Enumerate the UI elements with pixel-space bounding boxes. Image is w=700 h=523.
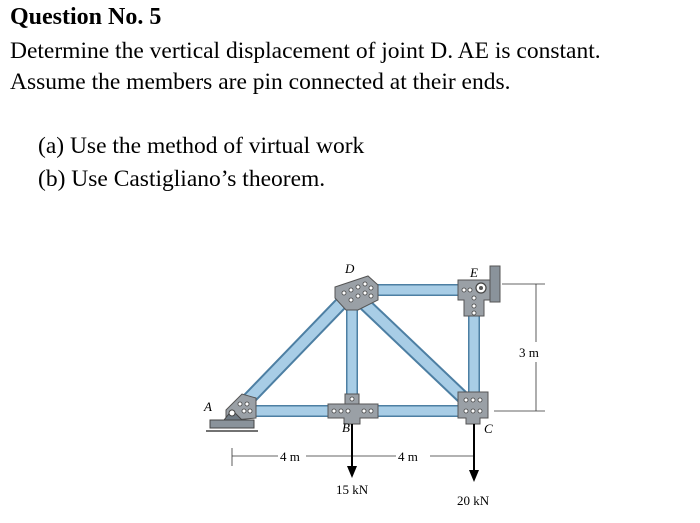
joint-label-a: A (204, 399, 212, 414)
part-b-instruction: (b) Use Castigliano’s theorem. (38, 166, 326, 192)
question-title: Question No. 5 (10, 4, 162, 30)
dimension-height: 3 m (519, 345, 539, 360)
load-label-b: 15 kN (336, 482, 369, 497)
gusset-plate-c (458, 392, 488, 424)
joint-label-d: D (345, 261, 355, 276)
member-dc (352, 292, 474, 408)
gusset-plate-b (328, 404, 378, 424)
load-arrow-c (469, 424, 479, 482)
dimension-span-bc: 4 m (398, 449, 418, 464)
load-label-c: 20 kN (457, 493, 490, 508)
part-a-instruction: (a) Use the method of virtual work (38, 133, 365, 159)
problem-statement-line-1: Determine the vertical displacement of joint D. AE is constant. (10, 38, 601, 64)
dimension-span-ab: 4 m (280, 449, 300, 464)
joint-label-e: E (470, 265, 478, 280)
pin-a (229, 410, 235, 416)
joint-label-b: B (342, 420, 350, 435)
wall-support-e (490, 266, 500, 302)
joint-label-c: C (484, 421, 493, 436)
member-ad (240, 292, 352, 408)
problem-statement-line-2: Assume the members are pin connected at their ends. (10, 69, 511, 95)
